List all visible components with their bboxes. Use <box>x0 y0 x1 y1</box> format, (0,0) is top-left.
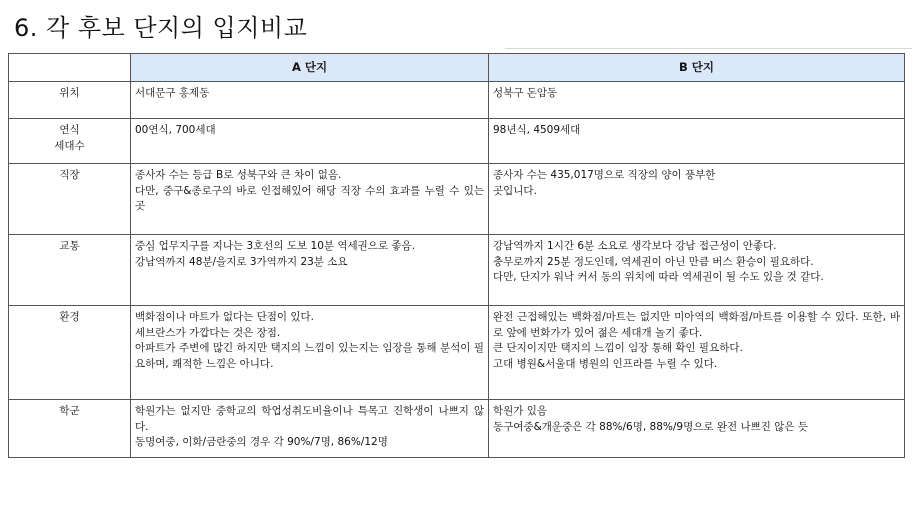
cell-text: 충무로까지 25분 정도인데, 역세권이 아닌 만큼 버스 환승이 필요하다. <box>493 255 814 268</box>
row-label-text: 환경 <box>59 311 80 323</box>
table-row <box>9 119 905 164</box>
cell-text: 세브란스가 가깝다는 것은 장점. <box>135 326 281 339</box>
cell-text: 강남역까지 1시간 6분 소요로 생각보다 강남 접근성이 안좋다. <box>493 240 777 252</box>
table-row <box>9 164 905 235</box>
row-label-jobs <box>9 164 131 235</box>
cell-text: 백화점이나 마트가 없다는 단점이 있다. <box>135 311 314 323</box>
row-label-text: 위치 <box>59 87 80 99</box>
cell-text: 중심 업무지구를 지나는 3호선의 도보 10분 역세권으로 좋음. <box>135 240 416 252</box>
cell-text: 성북구 돈암동 <box>493 87 558 99</box>
cell-text: 서대문구 홍제동 <box>135 87 210 99</box>
cell-a-environment <box>131 306 489 400</box>
cell-text: 동명여중, 이화/금란중의 경우 각 90%/7명, 86%/12명 <box>135 436 388 448</box>
cell-text: 큰 단지이지만 택지의 느낌이 임장 통해 확인 필요하다. <box>493 342 743 354</box>
cell-a-transport <box>131 235 489 306</box>
row-label-text: 교통 <box>59 240 80 252</box>
cell-text: 00연식, 700세대 <box>135 124 216 136</box>
cell-text: 고대 병원&서울대 병원의 인프라를 누릴 수 있다. <box>493 357 718 370</box>
cell-a-jobs <box>131 164 489 235</box>
row-label-text: 직장 <box>59 169 80 181</box>
cell-b-age-households <box>489 119 905 164</box>
divider-line <box>505 48 912 49</box>
cell-text: 동구여중&개운중은 각 88%/6명, 88%/9명으로 완전 나쁘진 않은 듯 <box>493 420 809 433</box>
table-row <box>9 400 905 458</box>
cell-text: 98년식, 4509세대 <box>493 124 581 136</box>
row-label-text: 세대수 <box>54 139 85 152</box>
cell-b-transport <box>489 235 905 306</box>
cell-text: 종사자 수는 435,017명으로 직장의 양이 풍부한 <box>493 169 716 181</box>
cell-b-location <box>489 82 905 119</box>
table-row <box>9 82 905 119</box>
cell-text: 학원가 있음 <box>493 405 548 417</box>
cell-text: 곳입니다. <box>493 184 537 197</box>
cell-text: 종사자 수는 등급 B로 성북구와 큰 차이 없음. <box>135 169 342 181</box>
row-label-school-district <box>9 400 131 458</box>
row-label-transport <box>9 235 131 306</box>
cell-a-age-households <box>131 119 489 164</box>
cell-text: 강남역까지 48분/을지로 3가역까지 23분 소요 <box>135 255 348 268</box>
row-label-location <box>9 82 131 119</box>
cell-text: 학원가는 없지만 중학교의 학업성취도비율이나 특목고 진학생이 나쁘지 않다. <box>135 405 484 433</box>
comparison-table <box>8 53 905 458</box>
row-label-text: 연식 <box>59 124 80 136</box>
cell-a-location <box>131 82 489 119</box>
cell-text: 다만, 단지가 워낙 커서 동의 위치에 따라 역세권이 될 수도 있을 것 같다. <box>493 271 824 283</box>
row-label-text: 학군 <box>59 405 80 417</box>
table-row <box>9 306 905 400</box>
table-header-row <box>9 54 905 82</box>
cell-b-school-district <box>489 400 905 458</box>
cell-text: 아파트가 주변에 많긴 하지만 택지의 느낌이 있는지는 임장을 통해 분석이 필요하며, 쾌적한 느낌은 아니다. <box>135 342 484 370</box>
cell-a-school-district <box>131 400 489 458</box>
column-header-a: A 단지 <box>131 54 489 82</box>
column-header-b: B 단지 <box>489 54 905 82</box>
cell-text: 다만, 중구&종로구의 바로 인접해있어 해당 직장 수의 효과를 누릴 수 있는 곳 <box>135 184 484 212</box>
cell-b-jobs <box>489 164 905 235</box>
page-title: 6. 각 후보 단지의 입지비교 <box>14 14 308 42</box>
header-corner-cell <box>9 54 131 82</box>
cell-text: 완전 근접해있는 백화점/마트는 없지만 미아역의 백화점/마트를 이용할 수 있다. 또한, 바로 앞에 번화가가 있어 젊은 세대개 놀기 좋다. <box>493 311 900 339</box>
table-row <box>9 235 905 306</box>
row-label-age-households <box>9 119 131 164</box>
row-label-environment <box>9 306 131 400</box>
cell-b-environment <box>489 306 905 400</box>
